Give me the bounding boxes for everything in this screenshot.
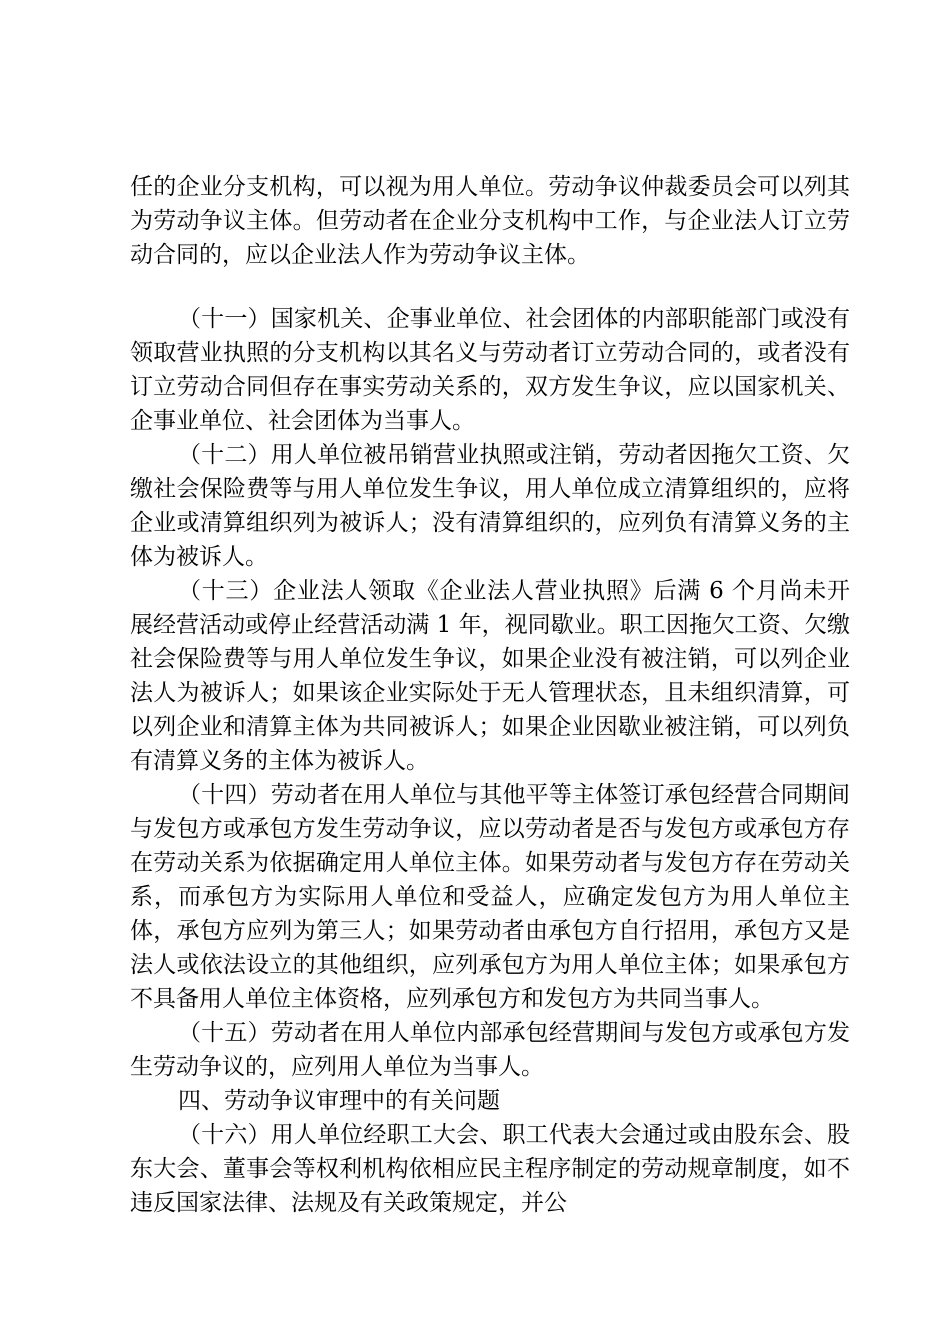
paragraph-item-16: （十六）用人单位经职工大会、职工代表大会通过或由股东会、股东大会、董事会等权利机构依相应民主程序制定的劳动规章制度，如不违反国家法律、法规及有关政策规定，并公 <box>130 1122 850 1216</box>
paragraph-item-14: （十四）劳动者在用人单位与其他平等主体签订承包经营合同期间与发包方或承包方发生劳动争议，应以劳动者是否与发包方或承包方存在劳动关系为依据确定用人单位主体。如果劳动者与发包方存在劳动关系，而承包方为实际用人单位和受益人，应确定发包方为用人单位主体，承包方应列为第三人；如果劳动者由承包方自行招用，承包方又是法人或依法设立的其他组织，应列承包方为用人单位主体；如果承包方不具备用人单位主体资格，应列承包方和发包方为共同当事人。 <box>130 782 850 1012</box>
paragraph-item-13: （十三）企业法人领取《企业法人营业执照》后满 6 个月尚未开展经营活动或停止经营活动满 1 年，视同歇业。职工因拖欠工资、欠缴社会保险费等与用人单位发生争议，如果企业没有被注销，可以列企业法人为被诉人；如果该企业实际处于无人管理状态，且未组织清算，可以列企业和清算主体为共同被诉人；如果企业因歇业被注销，可以列负有清算义务的主体为被诉人。 <box>130 578 850 774</box>
paragraph-item-15: （十五）劳动者在用人单位内部承包经营期间与发包方或承包方发生劳动争议的，应列用人单位为当事人。 <box>130 1020 850 1080</box>
paragraph-continued: 任的企业分支机构，可以视为用人单位。劳动争议仲裁委员会可以列其为劳动争议主体。但劳动者在企业分支机构中工作，与企业法人订立劳动合同的，应以企业法人作为劳动争议主体。 <box>130 174 850 268</box>
paragraph-item-11: （十一）国家机关、企事业单位、社会团体的内部职能部门或没有领取营业执照的分支机构以其名义与劳动者订立劳动合同的，或者没有订立劳动合同但存在事实劳动关系的，双方发生争议，应以国家机关、企事业单位、社会团体为当事人。 <box>130 306 850 434</box>
paragraph-item-12: （十二）用人单位被吊销营业执照或注销，劳动者因拖欠工资、欠缴社会保险费等与用人单位发生争议，用人单位成立清算组织的，应将企业或清算组织列为被诉人；没有清算组织的，应列负有清算义务的主体为被诉人。 <box>130 442 850 570</box>
document-page <box>130 170 850 1220</box>
section-heading: 四、劳动争议审理中的有关问题 <box>178 1088 500 1114</box>
